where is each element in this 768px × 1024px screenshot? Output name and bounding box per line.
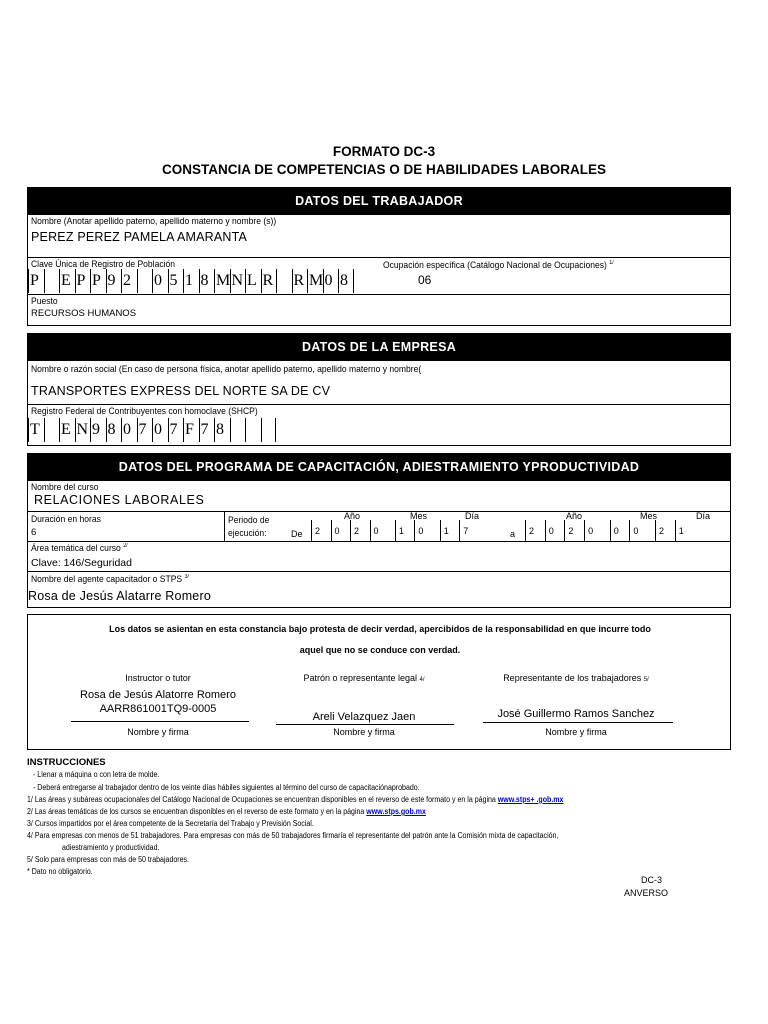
instructor-title: Instructor o tutor [125, 673, 191, 683]
instruction-item: - Deberá entregarse al trabajador dentro de los veinte días hábiles siguientes al término del curso de capacitaciónaprobado. [33, 783, 420, 792]
char-cell: 8 [338, 269, 354, 293]
company-name-row [28, 361, 730, 405]
instructor-name: Rosa de Jesús Alatorre Romero [80, 689, 236, 701]
employer-name: Areli Velazquez Jaen [312, 711, 416, 723]
date-digit-cell: 0 [610, 520, 619, 542]
area-value: Clave: 146/Seguridad [31, 557, 132, 569]
end-date-cells [28, 520, 730, 542]
date-digit-cell: 0 [414, 520, 423, 542]
char-cell: N [75, 418, 91, 442]
curp-label: Clave Única de Registro de Población [31, 259, 176, 270]
char-cell: 9 [106, 269, 122, 293]
program-section [27, 481, 731, 608]
period-label-2: ejecución: [228, 528, 267, 539]
char-cell [44, 269, 60, 293]
curp-cells [28, 269, 354, 293]
start-year-label: Año [344, 511, 361, 521]
char-cell [261, 418, 277, 442]
char-cell: 8 [214, 418, 230, 442]
area-row [28, 542, 730, 572]
char-cell: L [245, 269, 261, 293]
instruction-item: 2/ Las áreas temáticas de los cursos se encuentran disponibles en el reverso de este formato y en la página www.stps.gob.mx [27, 807, 426, 816]
end-day-label: Día [696, 511, 711, 521]
date-digit-cell: 1 [440, 520, 449, 542]
char-cell: P [75, 269, 91, 293]
char-cell: P [28, 269, 44, 293]
char-cell [245, 418, 261, 442]
format-title: FORMATO DC-3 [332, 144, 436, 159]
instruction-item: 3/ Cursos impartidos por el área competente de la Secretaría del Trabajo y Previsión Social. [27, 819, 314, 828]
date-digit-cell: 1 [395, 520, 404, 542]
date-digit-cell: 0 [331, 520, 340, 542]
char-cell: M [214, 269, 230, 293]
rfc-cells [28, 418, 276, 442]
date-digit-cell: 0 [370, 520, 379, 542]
employer-sign-line [276, 724, 454, 725]
instructor-sign-line [71, 721, 249, 722]
date-digit-cell: 2 [655, 520, 664, 542]
footer-side: ANVERSO [624, 888, 669, 898]
end-month-label: Mes [640, 511, 658, 521]
rfc-row [28, 405, 730, 446]
duration-row [28, 512, 730, 542]
start-month-label: Mes [410, 511, 428, 521]
to-label: a [510, 529, 516, 539]
company-section-header: DATOS DE LA EMPRESA [27, 333, 731, 361]
period-label-1: Periodo de [228, 515, 270, 526]
workers-rep-name: José Guillermo Ramos Sanchez [497, 708, 655, 720]
worker-id-row [28, 258, 730, 295]
agent-label: Nombre del agente capacitador o STPS $^{3/}$ [31, 574, 190, 585]
declaration-line-2: aquel que no se conduce con verdad. [299, 645, 461, 655]
worker-name-row [28, 215, 730, 258]
char-cell: P [90, 269, 106, 293]
course-label: Nombre del curso [31, 482, 99, 493]
instruction-item: 1/ Las áreas y subáreas ocupacionales del Catálogo Nacional de Ocupaciones se encuentran disponibles en el reverso de este formato y en la página www.stps+ .gob.mx [27, 795, 564, 804]
char-cell [276, 269, 292, 293]
instructor-id: AARR861001TQ9-0005 [99, 703, 217, 715]
hours-value: 6 [31, 527, 37, 538]
char-cell: 0 [152, 418, 168, 442]
employer-sign-label: Nombre y firma [333, 727, 395, 737]
course-row [28, 481, 730, 512]
char-cell [44, 418, 60, 442]
agent-value: Rosa de Jesús Alatarre Romero [28, 589, 211, 603]
date-digit-cell: 0 [629, 520, 638, 542]
position-value: RECURSOS HUMANOS [31, 308, 137, 319]
char-cell: E [59, 418, 75, 442]
rfc-label: Registro Federal de Contribuyentes con homoclave (SHCP) [31, 406, 258, 417]
hours-label: Duración en horas [31, 514, 101, 525]
char-cell: 7 [137, 418, 153, 442]
course-value: RELACIONES LABORALES [34, 493, 205, 507]
date-digit-cell: 7 [459, 520, 468, 542]
worker-name-label: Nombre (Anotar apellido paterno, apellido materno y nombre (s)) [31, 216, 277, 227]
worker-section [27, 215, 731, 326]
char-cell: F [183, 418, 199, 442]
char-cell: 1 [183, 269, 199, 293]
position-row [28, 295, 730, 326]
char-cell: 2 [121, 269, 137, 293]
position-label: Puesto [31, 296, 58, 307]
start-day-label: Día [465, 511, 480, 521]
stps-link-2[interactable]: www.stps.gob.mx [366, 807, 426, 816]
area-label: Área temática del curso $^{2/}$ [31, 543, 128, 554]
char-cell: M [307, 269, 323, 293]
instruction-item: * Dato no obligatorio. [27, 867, 93, 876]
footer-code: DC-3 [641, 875, 663, 885]
document-title: CONSTANCIA DE COMPETENCIAS O DE HABILIDADES LABORALES [161, 162, 607, 177]
char-cell: T [28, 418, 44, 442]
char-cell: 9 [90, 418, 106, 442]
date-digit-cell: 1 [675, 520, 684, 542]
instruction-item: 5/ Solo para empresas con más de 50 trabajadores. [27, 855, 190, 864]
date-digit-cell: 2 [525, 520, 534, 542]
instruction-item: adiestramiento y productividad. [62, 843, 160, 852]
date-digit-cell: 2 [311, 520, 320, 542]
from-label: De [291, 529, 303, 539]
char-cell: 8 [199, 269, 215, 293]
company-name-value: TRANSPORTES EXPRESS DEL NORTE SA DE CV [31, 384, 331, 398]
occupation-label: Ocupación específica (Catálogo Nacional de Ocupaciones) $^{1/}$ [383, 260, 614, 271]
workers-rep-title: Representante de los trabajadores 5/ [503, 673, 649, 683]
worker-section-header: DATOS DEL TRABAJADOR [27, 187, 731, 215]
agent-row [28, 572, 730, 608]
char-cell: 0 [121, 418, 137, 442]
program-section-header: DATOS DEL PROGRAMA DE CAPACITACIÓN, ADIESTRAMIENTO YPRODUCTIVIDAD [27, 453, 731, 481]
worker-name-value: PEREZ PEREZ PAMELA AMARANTA [31, 230, 248, 244]
instruction-item: 4/ Para empresas con menos de 51 trabajadores. Para empresas con más de 50 trabajadores firmaría el representante del patrón ante la Comisión mixta de capacitación, [27, 831, 559, 840]
instruction-item: - Llenar a máquina o con letra de molde. [33, 770, 160, 779]
workers-rep-sign-line [483, 722, 673, 723]
char-cell: E [59, 269, 75, 293]
char-cell: 0 [152, 269, 168, 293]
end-year-label: Año [566, 511, 583, 521]
char-cell: 0 [323, 269, 339, 293]
stps-link-1[interactable]: www.stps+ .gob.mx [497, 795, 564, 804]
occupation-value: 06 [418, 273, 432, 287]
char-cell: 5 [168, 269, 184, 293]
char-cell: 8 [106, 418, 122, 442]
char-cell: 7 [168, 418, 184, 442]
employer-title: Patrón o representante legal 4/ [303, 673, 425, 683]
char-cell [137, 269, 153, 293]
instructor-sign-label: Nombre y firma [127, 727, 189, 737]
char-cell: 7 [199, 418, 215, 442]
date-digit-cell: 2 [564, 520, 573, 542]
date-digit-cell: 2 [350, 520, 359, 542]
date-digit-cell: 0 [584, 520, 593, 542]
char-cell: R [292, 269, 308, 293]
declaration-line-1: Los datos se asientan en esta constancia bajo protesta de decir verdad, apercibidos de la responsabilidad en que incurre todo [109, 624, 651, 634]
company-name-label: Nombre o razón social (En caso de persona física, anotar apellido paterno, apellido materno y nombre( [31, 364, 422, 375]
company-section [27, 361, 731, 446]
signature-box [27, 614, 731, 750]
workers-rep-sign-label: Nombre y firma [545, 727, 607, 737]
char-cell [230, 418, 246, 442]
instructions-title: INSTRUCCIONES [27, 757, 106, 768]
date-digit-cell: 0 [545, 520, 554, 542]
char-cell: R [261, 269, 277, 293]
char-cell: N [230, 269, 246, 293]
